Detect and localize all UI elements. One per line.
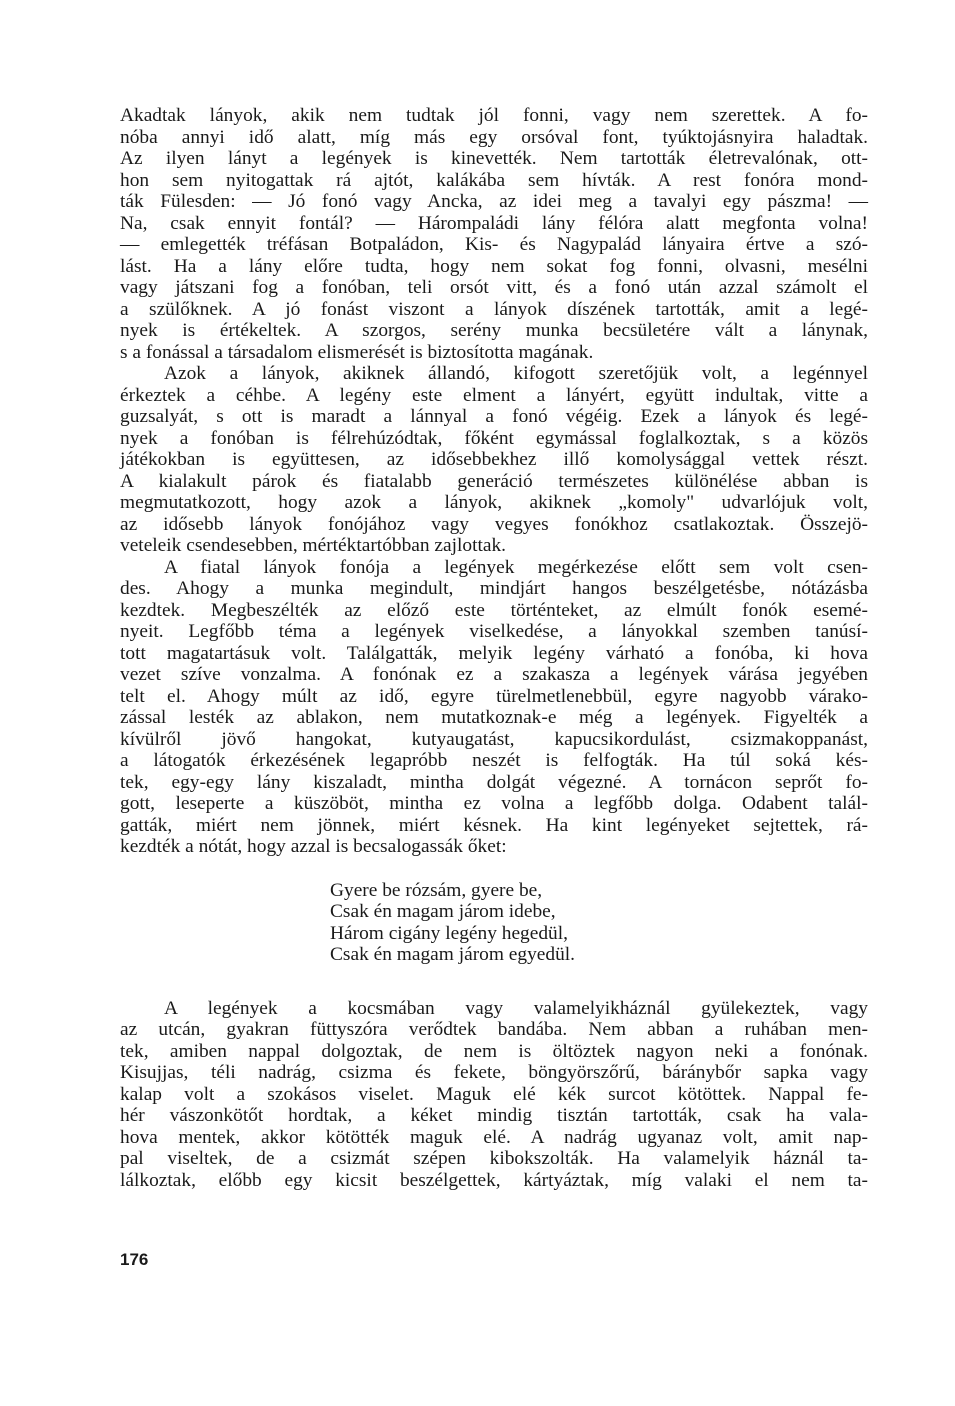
text-line: gatták, miért nem jönnek, miért késnek. Ha kint legényeket sejtettek, rá- (120, 814, 868, 836)
paragraph-4 (120, 998, 868, 1192)
text-line: Azok a lányok, akiknek állandó, kifogott szeretőjük volt, a legénnyel (164, 363, 868, 384)
text-line: érkeztek a céhbe. A legény este elment a lányért, együtt indultak, vitte a (120, 384, 868, 406)
text-line: a szülőknek. A jó fonást viszont a lányok díszének tartották, amit a legé- (120, 298, 868, 320)
text-line: kezdtek. Megbeszélték az előző este történteket, az elmúlt fonók esemé- (120, 599, 868, 621)
text-line: ták Fülesden: — Jó fonó vagy Ancka, az idei meg a tavalyi egy pászma! — (120, 191, 868, 212)
text-line: pal viseltek, de a csizmát szépen kibokszolták. Ha valamelyik háznál ta- (120, 1148, 868, 1169)
text-line: A legények a kocsmában vagy valamelyikháznál gyülekeztek, vagy (164, 997, 868, 1019)
text-line: s a fonással a társadalom elismerését is biztosította magának. (120, 341, 594, 363)
page-body (120, 105, 868, 1191)
poem-verse (330, 880, 868, 966)
text-line: az utcán, gyakran füttyszóra verődtek bandába. Nem abban a ruhában men- (120, 1019, 868, 1040)
text-line: Az ilyen lányt a legények is kinevették. Nem tartották életrevalónak, ott- (120, 148, 868, 169)
text-line: kezdték a nótát, hogy azzal is becsalogassák őket: (120, 836, 507, 857)
text-line: az idősebb lányok fonójához vagy vegyes fonókhoz csatlakoztak. Összejö- (120, 513, 868, 535)
text-line: kalap volt a szokásos viselet. Maguk elé kék surcot kötöttek. Nappal fe- (120, 1083, 868, 1105)
text-line: a látogatók érkezésének legapróbb neszét is felfogták. Ha túl soká kés- (120, 750, 868, 771)
poem-line: Csak én magam járom idebe, (330, 901, 556, 922)
text-line: játékokban is együttesen, az idősebbekhez illő komolysággal vettek részt. (120, 449, 868, 470)
poem-line: Csak én magam járom egyedül. (330, 944, 576, 965)
poem-line: Gyere be rózsám, gyere be, (330, 879, 543, 901)
poem-line: Három cigány legény hegedül, (330, 922, 568, 944)
page-number: 176 (120, 1250, 149, 1269)
text-line: tott magatartásuk volt. Találgatták, melyik legény várható a fonóba, ki hova (120, 642, 868, 664)
text-line: des. Ahogy a munka megindult, mindjárt hangos beszélgetésbe, nótázásba (120, 578, 868, 599)
text-line: nyeit. Legfőbb téma a legények viselkedése, a lányokkal szemben tanúsí- (120, 621, 868, 642)
text-line: guzsalyát, s ott is maradt a lánnyal a fonó végéig. Ezek a lányok és legé- (120, 406, 868, 427)
text-line: megmutatkozott, hogy azok a lányok, akiknek „komoly" udvarlójuk volt, (120, 492, 868, 513)
paragraph-2 (120, 363, 868, 557)
paragraph-1 (120, 105, 868, 363)
text-line: veteleik csendesebben, mértéktartóbban zajlottak. (120, 535, 507, 556)
text-line: hér vászonkötőt hordtak, a kéket mindig tisztán tartották, csak ha vala- (120, 1105, 868, 1126)
text-line: nóba annyi idő alatt, míg más egy orsóval font, tyúktojásnyira haladtak. (120, 126, 868, 148)
text-line: nyek a fonóban is félrehúzódtak, főként egymással foglalkoztak, s a közös (120, 427, 868, 449)
text-line: gott, leseperte a küszöböt, mintha ez volna a legfőbb dolga. Odabent talál- (120, 793, 868, 814)
text-line: zással lesték az ablakon, nem mutatkoznak-e még a legények. Figyelték a (120, 707, 868, 728)
text-line: lást. Ha a lány előre tudta, hogy nem sokat fog fonni, olvasni, mesélni (120, 255, 868, 277)
text-line: lálkoztak, előbb egy kicsit beszélgettek, kártyáztak, míg valaki el nem ta- (120, 1169, 868, 1191)
text-line: nyek is értékeltek. A szorgos, serény munka becsületére vált a lánynak, (120, 320, 868, 341)
text-line: A kialakult párok és fiatalabb generáció természetes különélése abban is (120, 470, 868, 492)
text-line: hova mentek, akkor kötötték maguk elé. A nadrág ugyanaz volt, amit nap- (120, 1126, 868, 1148)
text-line: tek, amiben nappal dolgoztak, de nem is öltöztek nagyon neki a fonónak. (120, 1040, 868, 1062)
text-line: kívülről jövő hangokat, kutyaugatást, kapucsikordulást, csizmakoppanást, (120, 728, 868, 750)
text-line: vagy játszani fog a fonóban, teli orsót vitt, és a fonó után azzal számolt el (120, 277, 868, 298)
text-line: Akadtak lányok, akik nem tudtak jól fonni, vagy nem szerettek. A fo- (120, 105, 868, 126)
text-line: Kisujjas, téli nadrág, csizma és fekete, böngyörszőrű, báránybőr sapka vagy (120, 1062, 868, 1083)
text-line: vezet szíve vonzalma. A fonónak ez a szakasza a legények várása jegyében (120, 664, 868, 685)
text-line: tek, egy-egy lány kiszaladt, mintha dolgát végezné. A tornácon seprőt fo- (120, 771, 868, 793)
text-line: hon sem nyitogattak rá ajtót, kalákába sem hívták. A rest fonóra mond- (120, 169, 868, 191)
text-line: A fiatal lányok fonója a legények megérkezése előtt sem volt csen- (164, 556, 868, 578)
paragraph-3 (120, 557, 868, 858)
text-line: telt el. Ahogy múlt az idő, egyre türelmetlenebbül, egyre nagyobb várako- (120, 685, 868, 707)
text-line: — emlegették tréfásan Botpaládon, Kis- és Nagypalád lányaira értve a szó- (120, 234, 868, 255)
text-line: Na, csak ennyit fontál? — Hárompaládi lány félóra alatt megfonta volna! (120, 212, 868, 234)
